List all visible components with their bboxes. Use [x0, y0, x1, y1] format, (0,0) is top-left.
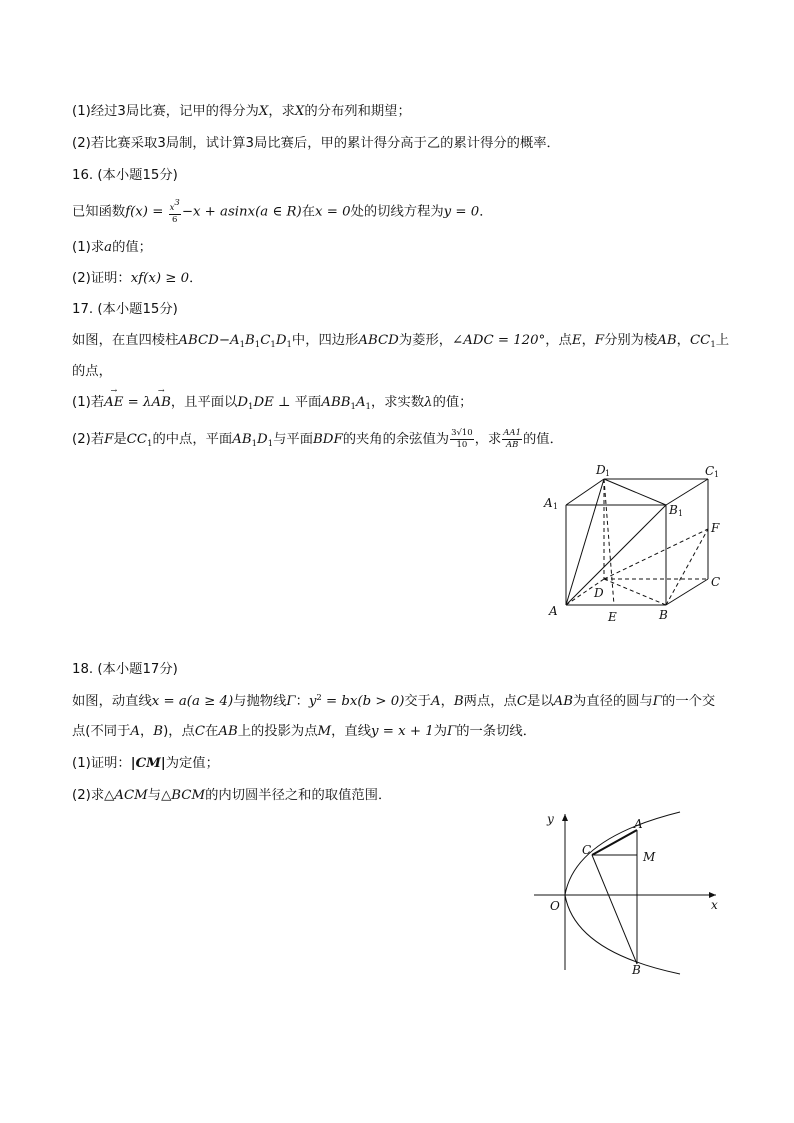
- label-M: M: [643, 850, 656, 864]
- label-y: y: [547, 812, 554, 826]
- q18-header: 18. (本小题17分): [72, 662, 178, 677]
- label-O: O: [550, 899, 560, 913]
- label-B: B: [659, 608, 668, 622]
- q15-part2: (2)若比赛采取3局制，试计算3局比赛后，甲的累计得分高于乙的累计得分的概率．: [72, 136, 560, 151]
- q17-header: 17. (本小题15分): [72, 302, 178, 317]
- q16-part1: (1)求a的值；: [72, 240, 152, 255]
- label-x: x: [711, 898, 718, 912]
- label-A: A: [634, 817, 643, 831]
- label-C: C: [711, 575, 721, 589]
- q17-stem2: 的点，: [72, 364, 112, 379]
- q16-part2: (2)证明：xf(x) ≥ 0．: [72, 271, 203, 286]
- q18-stem1: 如图，动直线x = a(a ≥ 4)与抛物线Γ：$y^2 = bx(b > 0)$交于A，B两点，点C是以AB为直径的圆与Γ的一个交: [72, 693, 716, 709]
- svg-text:1: 1: [553, 502, 559, 511]
- label-C1: C: [705, 464, 715, 478]
- label-F: F: [711, 521, 720, 535]
- label-B: B: [632, 963, 641, 977]
- segment-CB: [592, 855, 637, 964]
- q17-stem1: 如图，在直四棱柱$ABCD-A_1B_1C_1D_1$中，四边形ABCD为菱形，∠ADC = 120°，点E，F分别为棱AB，$CC_1$上: [72, 333, 730, 350]
- q18-part2: (2)求△ACM与△BCM的内切圆半径之和的取值范围．: [72, 788, 392, 803]
- label-C: C: [582, 843, 592, 857]
- label-A: A: [549, 604, 558, 618]
- label-E: E: [608, 610, 617, 624]
- q17-part1: (1)若→ AE = λ→ AB，且平面以$D_1DE$ ⊥ 平面$ABB_1A_1$，求实数λ的值；: [72, 395, 472, 412]
- parabola-curve: [565, 812, 680, 974]
- svg-text:1: 1: [714, 470, 720, 479]
- segment-CA: [592, 830, 637, 855]
- svg-text:1: 1: [678, 509, 684, 518]
- q18-stem2: 点(不同于A，B)，点C在AB上的投影为点M，直线y = x + 1为Γ的一条切线．: [72, 724, 536, 739]
- q16-stem: 已知函数f(x) = $\frac{x^3}{6}$ −x + asinx(a ∈ R)在x = 0处的切线方程为y = 0．: [72, 198, 493, 225]
- q16-header: 16. (本小题15分): [72, 168, 178, 183]
- parabola-figure: [530, 808, 730, 980]
- svg-text:1: 1: [605, 469, 611, 478]
- q18-part1: (1)证明：|CM|为定值；: [72, 756, 219, 771]
- label-A1: A: [544, 496, 553, 510]
- label-B1: B: [669, 503, 678, 517]
- q15-part1: (1)经过3局比赛，记甲的得分为X，求X的分布列和期望；: [72, 104, 411, 119]
- q17-part2: (2)若F是$CC_1$的中点，平面$AB_1D_1$与平面BDF的夹角的余弦值为 $\frac{3√10}{10}$ ，求 $\frac{AA1}{AB}$ 的值．: [72, 428, 563, 450]
- prism-figure: [536, 458, 726, 628]
- label-D: D: [594, 586, 604, 600]
- label-D1: D: [596, 463, 606, 477]
